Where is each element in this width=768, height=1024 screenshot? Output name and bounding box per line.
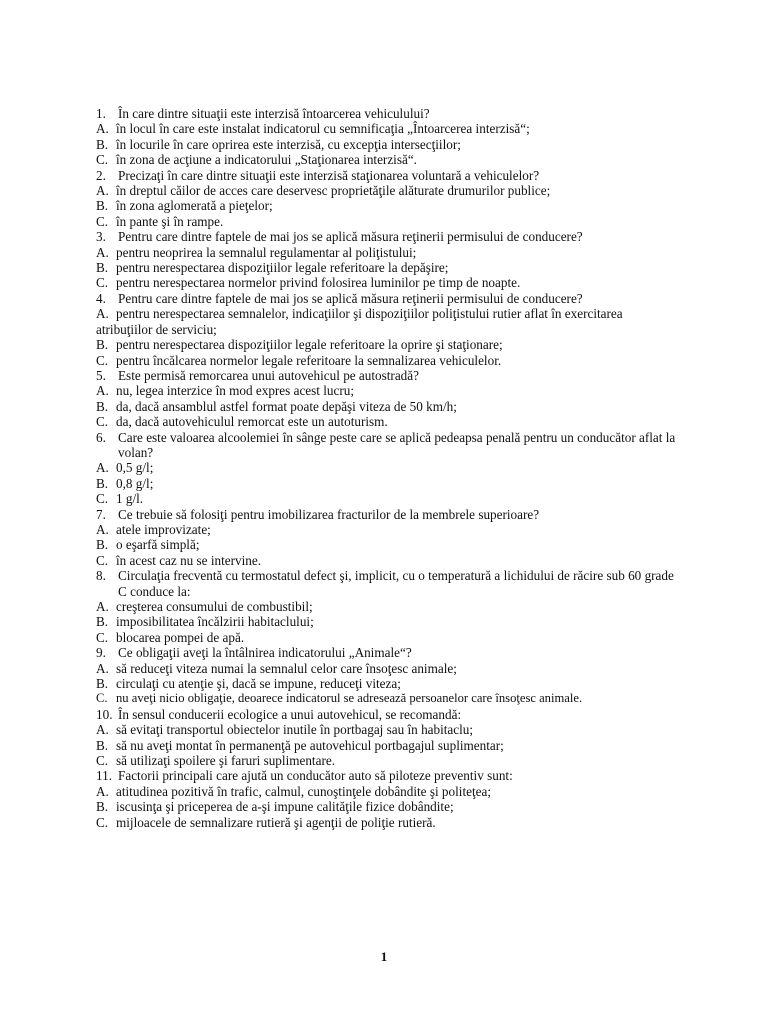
answer-text: în dreptul căilor de acces care deservesc proprietăţile alăturate drumurilor publice; [116, 183, 551, 199]
answer-text: în zona aglomerată a pieţelor; [116, 198, 273, 214]
answer-letter: A. [96, 460, 109, 476]
answer-text: circulaţi cu atenţie şi, dacă se impune, reduceţi viteza; [116, 676, 401, 692]
answer-text: 0,5 g/l; [116, 460, 154, 476]
question [96, 507, 676, 522]
answer-letter: C. [96, 753, 109, 769]
question [96, 229, 676, 244]
answer-letter: C. [96, 629, 109, 645]
answer-text: să reduceţi viteza numai la semnalul celor care însoţesc animale; [116, 660, 457, 676]
answer-text: să evitaţi transportul obiectelor inutile în portbagaj sau în habitaclu; [116, 722, 474, 738]
answer-text: da, dacă autovehiculul remorcat este un autoturism. [116, 414, 388, 430]
question-number: 10. [96, 706, 113, 722]
answer-option [96, 183, 676, 198]
answer-text: blocarea pompei de apă. [116, 629, 245, 645]
answer-letter: A. [96, 783, 109, 799]
question-number: 3. [96, 229, 106, 245]
answer-option [96, 353, 676, 368]
question-number: 6. [96, 429, 106, 445]
answer-option [96, 537, 676, 552]
answer-option [96, 198, 676, 213]
question [96, 291, 676, 306]
answer-letter: B. [96, 537, 109, 553]
answer-letter: A. [96, 660, 109, 676]
answer-text: da, dacă ansamblul astfel format poate depăşi viteza de 50 km/h; [116, 398, 457, 414]
answer-letter: C. [96, 352, 109, 368]
answer-option [96, 491, 676, 506]
answer-option [96, 784, 676, 799]
answer-letter: A. [96, 183, 109, 199]
answer-option [96, 275, 676, 290]
question-number: 1. [96, 106, 106, 121]
question-number: 4. [96, 290, 106, 306]
question-text: Pentru care dintre faptele de mai jos se aplică măsura reţinerii permisului de conducere? [118, 290, 583, 306]
answer-letter: B. [96, 737, 109, 753]
answer-text: pentru nerespectarea semnalelor, indicaţiilor şi dispoziţiilor poliţistului rutier aflat în exercitarea atribuţiilor de serviciu; [96, 306, 623, 337]
answer-letter: C. [96, 152, 109, 168]
answer-option [96, 753, 676, 768]
answer-option [96, 245, 676, 260]
question-number: 2. [96, 167, 106, 183]
question [96, 430, 676, 461]
answer-letter: A. [96, 244, 109, 260]
answer-option [96, 460, 676, 475]
question-text: Este permisă remorcarea unui autovehicul pe autostradă? [118, 367, 419, 383]
answer-text: pentru nerespectarea dispoziţiilor legale referitoare la oprire şi staţionare; [116, 337, 503, 353]
answer-letter: C. [96, 552, 109, 568]
answer-text: să nu aveţi montat în permanenţă pe autovehicul portbagajul suplimentar; [116, 737, 504, 753]
answer-letter: B. [96, 475, 109, 491]
answer-letter: A. [96, 599, 109, 614]
answer-letter: C. [96, 213, 109, 229]
question-text: Circulaţia frecventă cu termostatul defect şi, implicit, cu o temperatură a lichidului de răcire sub 60 grade C conduce la: [118, 568, 674, 599]
question [96, 368, 676, 383]
question [96, 707, 676, 722]
answer-text: atitudinea pozitivă în trafic, calmul, cunoştinţele dobândite şi politeţea; [116, 783, 491, 799]
answer-letter: B. [96, 676, 109, 692]
answer-letter: B. [96, 337, 109, 353]
answer-option [96, 152, 676, 167]
answer-text: 1 g/l. [116, 491, 144, 507]
question-number: 9. [96, 645, 106, 661]
question-text: Pentru care dintre faptele de mai jos se aplică măsura reţinerii permisului de conducere? [118, 229, 583, 245]
answer-text: imposibilitatea încălzirii habitaclului; [116, 614, 314, 630]
answer-option [96, 815, 676, 830]
question-number: 7. [96, 506, 106, 522]
answer-text: să utilizaţi spoilere şi faruri suplimentare. [116, 753, 335, 769]
answer-option [96, 414, 676, 429]
answer-letter: A. [96, 306, 109, 322]
page-number: 1 [380, 949, 388, 964]
answer-text: o eşarfă simplă; [116, 537, 200, 553]
question-text: În care dintre situaţii este interzisă întoarcerea vehiculului? [118, 106, 430, 121]
answer-option [96, 214, 676, 229]
answer-option [96, 121, 676, 136]
answer-option [96, 722, 676, 737]
question-text: Ce obligaţii aveţi la întâlnirea indicatorului „Animale“? [118, 645, 412, 661]
answer-option [96, 614, 676, 629]
answer-letter: A. [96, 521, 109, 537]
answer-text: nu aveţi nicio obligaţie, deoarece indicatorul se adresează persoanelor care însoţesc animale. [116, 691, 583, 706]
answer-text: creşterea consumului de combustibil; [116, 599, 313, 614]
question [96, 645, 676, 660]
answer-text: atele improvizate; [116, 521, 211, 537]
answer-option [96, 661, 676, 676]
answer-option [96, 306, 676, 337]
question-number: 11. [96, 768, 112, 784]
answer-text: în locurile în care oprirea este interzisă, cu excepţia intersecţiilor; [116, 136, 461, 152]
question [96, 168, 676, 183]
question [96, 106, 676, 121]
answer-text: iscusinţa şi priceperea de a-şi impune calităţile fizice dobândite; [116, 799, 454, 815]
answer-letter: A. [96, 121, 109, 137]
question-text: În sensul conducerii ecologice a unui autovehicul, se recomandă: [118, 706, 462, 722]
answer-letter: B. [96, 799, 109, 815]
answer-text: nu, legea interzice în mod expres acest lucru; [116, 383, 355, 399]
answer-text: 0,8 g/l; [116, 475, 154, 491]
answer-text: pentru neoprirea la semnalul regulamentar al poliţistului; [116, 244, 417, 260]
answer-option [96, 337, 676, 352]
answer-letter: C. [96, 414, 109, 430]
answer-letter: B. [96, 260, 109, 276]
answer-letter: C. [96, 491, 109, 507]
answer-option [96, 599, 676, 614]
answer-option [96, 522, 676, 537]
question-list [96, 106, 676, 830]
answer-text: în pante şi în rampe. [116, 213, 224, 229]
answer-text: pentru nerespectarea dispoziţiilor legale referitoare la depăşire; [116, 260, 449, 276]
answer-letter: C. [96, 275, 109, 291]
question-text: Factorii principali care ajută un conducător auto să piloteze preventiv sunt: [118, 768, 513, 784]
question-number: 5. [96, 367, 106, 383]
answer-letter: B. [96, 198, 109, 214]
question-text: Ce trebuie să folosiţi pentru imobilizarea fracturilor de la membrele superioare? [118, 506, 540, 522]
question-text: Care este valoarea alcoolemiei în sânge peste care se aplică pedeapsa penală pentru un conducător aflat la volan? [118, 429, 676, 460]
answer-letter: B. [96, 136, 109, 152]
answer-option [96, 260, 676, 275]
answer-letter: B. [96, 614, 109, 630]
question-number: 8. [96, 568, 106, 584]
answer-text: mijloacele de semnalizare rutieră şi agenţii de poliţie rutieră. [116, 814, 436, 830]
answer-letter: C. [96, 691, 108, 706]
answer-option [96, 383, 676, 398]
answer-letter: A. [96, 383, 109, 399]
answer-text: în locul în care este instalat indicatorul cu semnificaţia „Întoarcerea interzisă“; [116, 121, 530, 137]
answer-option [96, 399, 676, 414]
answer-option [96, 691, 676, 706]
answer-option [96, 799, 676, 814]
answer-letter: A. [96, 722, 109, 738]
answer-text: în acest caz nu se intervine. [116, 552, 261, 568]
answer-text: pentru nerespectarea normelor privind folosirea luminilor pe timp de noapte. [116, 275, 521, 291]
answer-letter: C. [96, 814, 109, 830]
answer-text: pentru încălcarea normelor legale referitoare la semnalizarea vehiculelor. [116, 352, 502, 368]
question [96, 768, 676, 783]
question [96, 568, 676, 599]
answer-letter: B. [96, 398, 109, 414]
answer-text: în zona de acţiune a indicatorului „Staţionarea interzisă“. [116, 152, 417, 168]
answer-option [96, 137, 676, 152]
answer-option [96, 630, 676, 645]
answer-option [96, 476, 676, 491]
answer-option [96, 738, 676, 753]
answer-option [96, 553, 676, 568]
answer-option [96, 676, 676, 691]
question-text: Precizaţi în care dintre situaţii este interzisă staţionarea voluntară a vehiculelor? [118, 167, 540, 183]
